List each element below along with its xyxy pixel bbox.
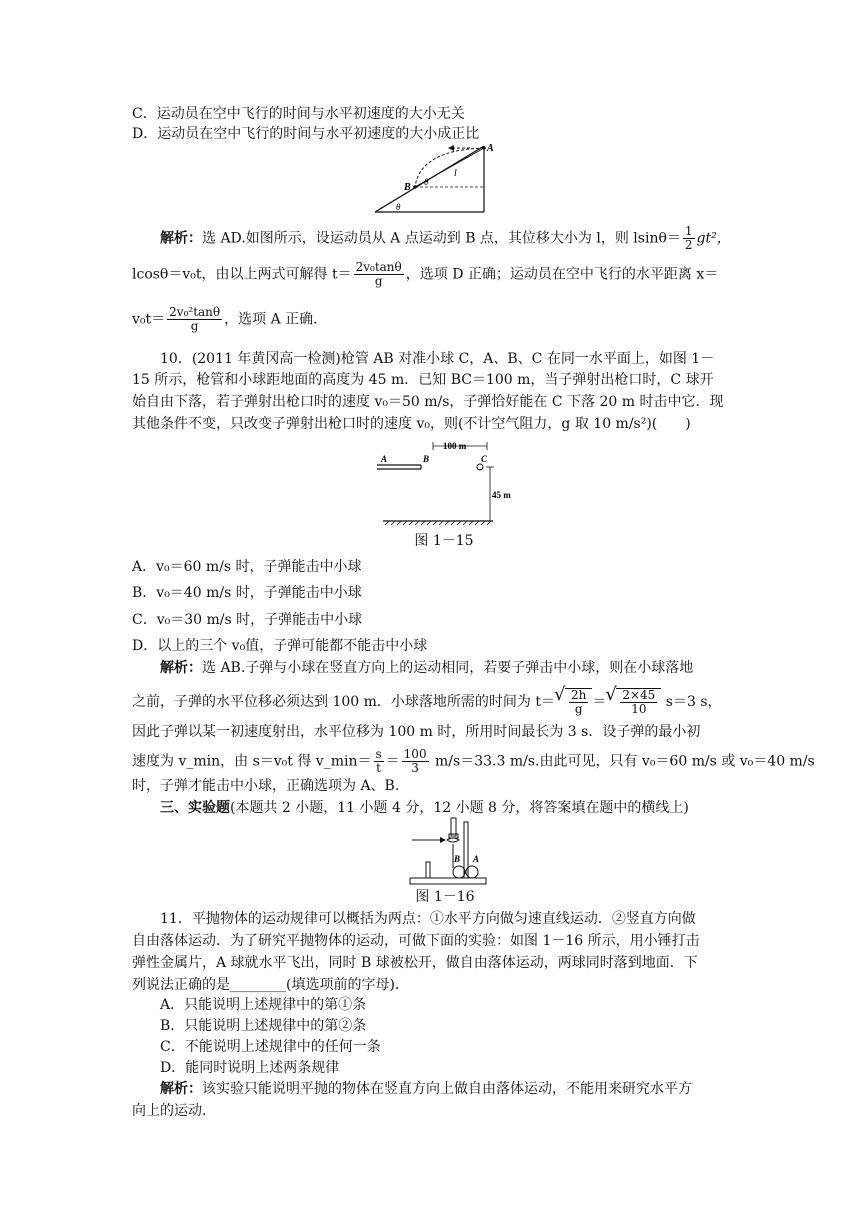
q9-option-d: D．运动员在空中飞行的时间与水平初速度的大小成正比 (132, 126, 480, 142)
point-b (413, 185, 417, 189)
label-a: A (473, 854, 480, 864)
q11-option-a: A．只能说明上述规律中的第①条 (160, 997, 367, 1013)
q9-analysis-line2: lcosθ＝v₀t，由以上两式可解得 t＝ $\frac{\text{2v₀tanθ}}{g}$ ，选项 D 正确；运动员在空中飞行的水平距离 x＝ (132, 260, 719, 288)
sqrt-numeric: √ $\frac{2\times 45}{10}$ (616, 688, 661, 716)
q11-figure-caption: 图 1－16 (415, 889, 475, 905)
q11-option-d: D．能同时说明上述两条规律 (160, 1060, 340, 1076)
q11-option-b: B．只能说明上述规律中的第②条 (160, 1018, 367, 1034)
q10-stem-line1: 10．(2011 年黄冈高一检测)枪管 AB 对准小球 C，A、B、C 在同一水平面上，如图 1－ (160, 351, 715, 367)
gun-barrel (377, 465, 421, 469)
q11-stem-line2: 自由落体运动．为了研究平抛物体的运动，可做下面的实验：如图 1－16 所示，用小锤打击 (132, 933, 700, 949)
strike-arrow-head (440, 837, 446, 843)
fraction-s-over-t: $\frac{s}{t}$ (375, 747, 382, 775)
fraction-100-over-3: $\frac{100}{3}$ (403, 747, 427, 775)
q10-stem-line3: 始自由下落，若子弹射出枪口时的速度 v₀＝50 m/s，子弹恰好能在 C 下落 20 m 时击中它．现 (132, 394, 724, 410)
q11-analysis-line2: 向上的运动. (132, 1103, 207, 1119)
q10-figure-caption: 图 1－15 (414, 533, 474, 549)
q10-analysis-line1: 解析：选 AB.子弹与小球在竖直方向上的运动相同，若要子弹击中小球，则在小球落地 (160, 660, 694, 676)
q9-analysis-line3: v₀t＝ $\frac{\text{2v₀²tanθ}}{g}$ ，选项 A 正确. (132, 305, 318, 333)
ground (383, 521, 493, 525)
label-b: B (404, 182, 411, 193)
analysis-label: 解析： (160, 660, 202, 676)
label-b: B (454, 854, 461, 864)
q10-analysis-line2: 之前，子弹的水平位移必须达到 100 m．小球落地所需的时间为 t＝ √ $\frac{2h}{g}$ ＝ √ $\frac{2\times 45}{10}$ s＝3 s， (132, 688, 732, 716)
analysis-label: 解析： (160, 1081, 202, 1097)
label-distance: 100 m (443, 441, 467, 451)
label-height: 45 m (492, 490, 511, 500)
q10-analysis-line4: 速度为 v_min，由 s＝v₀t 得 v_min＝ $\frac{s}{t}$ ＝ $\frac{100}{3}$ m/s＝33.3 m/s.由此可见，只有 v₀＝60 m/s 或 v₀＝40 m/s (132, 747, 815, 775)
q10-analysis-line5: 时，子弹才能击中小球，正确选项为 A、B. (132, 778, 400, 794)
label-a: A (487, 143, 494, 154)
point-a (482, 146, 486, 150)
label-b: B (423, 454, 430, 464)
q11-stem-line1: 11．平抛物体的运动规律可以概括为两点：①水平方向做匀速直线运动．②竖直方向做 (160, 911, 696, 927)
label-theta-top: θ (424, 177, 429, 187)
fraction-t: $\frac{\text{2v₀tanθ}}{g}$ (355, 260, 402, 288)
q9-incline-figure (370, 140, 500, 216)
q10-option-a: A．v₀＝60 m/s 时，子弹能击中小球 (132, 559, 362, 575)
q10-analysis-line3: 因此子弹以某一初速度射出，水平位移为 100 m 时，所用时间最长为 3 s．设子弹的最小初 (132, 724, 701, 740)
q11-stem-line3: 弹性金属片，A 球就水平飞出，同时 B 球被松开，做自由落体运动，两球同时落到地面．下 (132, 955, 698, 971)
q9-option-c: C．运动员在空中飞行的时间与水平初速度的大小无关 (132, 106, 465, 122)
arrow-head (448, 145, 454, 151)
label-l: l (454, 168, 457, 179)
label-c: C (481, 454, 488, 464)
hammer (447, 818, 459, 842)
sqrt-2h-over-g: √ $\frac{2h}{g}$ (565, 688, 592, 716)
q10-stem-line4: 其他条件不变，只改变子弹射出枪口时的速度 v₀，则(不计空气阻力，g 取 10 m/s²)( ) (132, 416, 691, 432)
fraction-x: $\frac{\text{2v₀²tanθ}}{g}$ (169, 305, 221, 333)
base-stand (410, 862, 486, 884)
label-a: A (381, 454, 388, 464)
q10-option-c: C．v₀＝30 m/s 时，子弹能击中小球 (132, 612, 363, 628)
q10-stem-line2: 15 所示，枪管和小球距地面的高度为 45 m．已知 BC＝100 m，当子弹射出枪口时，C 球开 (132, 372, 714, 388)
ball-b (453, 866, 465, 878)
q10-option-d: D．以上的三个 v₀值，子弹可能都不能击中小球 (132, 638, 428, 654)
label-theta-bottom: θ (396, 202, 401, 212)
fraction-half: $\frac{1}{2}$ (684, 224, 693, 252)
q9-analysis-line1: 解析：选 AD.如图所示，设运动员从 A 点运动到 B 点，其位移大小为 l，则 lsinθ＝ $\frac{1}{2}$ gt²， (160, 224, 731, 252)
q10-gun-ball-figure (375, 437, 511, 527)
ball-c (477, 464, 483, 470)
analysis-label: 解析： (160, 230, 202, 247)
q11-stem-line4: 列说法正确的是________(填选项前的字母)． (132, 977, 409, 993)
q11-analysis-line1: 解析：该实验只能说明平抛的物体在竖直方向上做自由落体运动，不能用来研究水平方 (160, 1081, 692, 1097)
q11-apparatus-figure (406, 816, 496, 888)
q10-option-b: B．v₀＝40 m/s 时，子弹能击中小球 (132, 585, 362, 601)
section3-heading: 三、实验题(本题共 2 小题，11 小题 4 分，12 小题 8 分，将答案填在题中的横线上) (160, 800, 689, 816)
q11-option-c: C．不能说明上述规律中的任何一条 (160, 1039, 381, 1055)
